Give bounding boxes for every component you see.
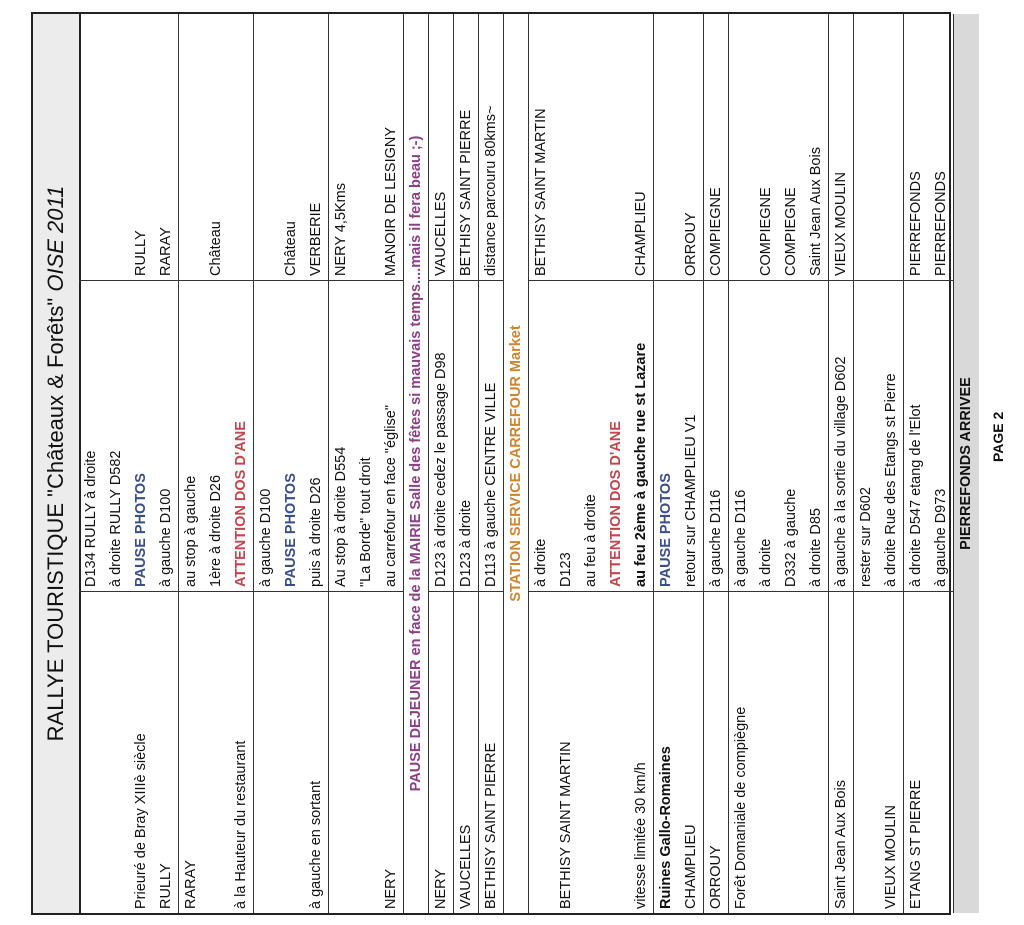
table-row-bethisy-martin <box>529 14 654 913</box>
cell-direction <box>79 280 178 591</box>
table-row-champlieu <box>654 14 704 913</box>
cell-text: à gauche D116 <box>733 489 749 587</box>
cell-text: à gauche à la sortie du village D602 <box>833 356 849 587</box>
cell-text: D123 à droite <box>458 499 474 587</box>
cell-destination <box>529 10 653 280</box>
cell-location <box>479 591 503 913</box>
photo-stop-label: PAUSE PHOTOS <box>283 473 299 587</box>
cell-text: VAUCELLES <box>433 191 449 276</box>
cell-text: à droite D547 etang de l'Elot <box>908 404 924 587</box>
cell-text: BETHISY SAINT MARTIN <box>558 741 574 909</box>
cell-location <box>854 591 903 913</box>
cell-destination <box>704 10 728 280</box>
cell-text: Saint Jean Aux Bois <box>808 147 824 276</box>
cell-direction <box>904 280 953 591</box>
cell-text: D123 <box>558 552 574 587</box>
cell-direction <box>454 280 478 591</box>
cell-text: au carrefour en face "église" <box>383 405 399 587</box>
table-row-vieux-moulin <box>854 14 904 913</box>
cell-location <box>529 591 653 913</box>
title-year: OISE 2011 <box>43 185 68 292</box>
arrival-banner <box>954 14 979 913</box>
cell-text: VIEUX MOULIN <box>833 172 849 276</box>
cell-destination <box>479 10 503 280</box>
cell-destination <box>854 10 903 280</box>
cell-text: D134 RULLY à droite <box>83 450 99 587</box>
cell-text: D332 à gauche <box>783 488 799 587</box>
cell-direction <box>829 280 853 591</box>
cell-text: RARAY <box>158 227 174 276</box>
cell-text: à gauche D116 <box>708 489 724 587</box>
cell-text: COMPIEGNE <box>783 187 799 276</box>
cell-text: "La Borde" tout droit <box>358 457 374 587</box>
cell-direction <box>179 280 253 591</box>
cell-text: CHAMPLIEU <box>683 824 699 909</box>
table-row-nery <box>329 14 404 913</box>
table-row-bethisy-pierre <box>454 14 479 913</box>
cell-destination <box>729 10 828 280</box>
cell-text: à droite D85 <box>808 508 824 587</box>
cell-direction <box>429 280 453 591</box>
cell-text: RULLY <box>133 230 149 276</box>
cell-text: ORROUY <box>683 212 699 276</box>
cell-direction <box>654 280 703 591</box>
cell-destination <box>904 10 953 280</box>
cell-destination <box>179 10 253 280</box>
cell-text: VIEUX MOULIN <box>883 805 899 909</box>
cell-text: à la Hauteur du restaurant <box>233 740 249 909</box>
cell-text: puis à droite D26 <box>308 477 324 587</box>
cell-direction <box>329 280 403 591</box>
cell-direction <box>529 280 653 591</box>
cell-text: Prieuré de Bray XIIIè siècle <box>133 733 149 909</box>
cell-text: à droite RULLY D582 <box>108 450 124 587</box>
cell-text: COMPIEGNE <box>758 187 774 276</box>
cell-text: à droite <box>758 538 774 587</box>
cell-text: retour sur CHAMPLIEU V1 <box>683 414 699 587</box>
table-row-raray <box>179 14 254 913</box>
cell-text: Forêt Domaniale de compiègne <box>733 706 749 909</box>
cell-text: PIERREFONDS <box>933 171 949 276</box>
cell-text: rester sur D602 <box>858 487 874 587</box>
cell-text: Au stop à droite D554 <box>333 446 349 587</box>
cell-destination <box>829 10 853 280</box>
cell-destination <box>454 10 478 280</box>
cell-direction <box>729 280 828 591</box>
cell-destination <box>79 10 178 280</box>
table-row-foret-compiegne <box>729 14 829 913</box>
rally-sheet <box>21 0 974 925</box>
cell-text: à droite Rue des Etangs st Pierre <box>883 373 899 587</box>
table-row-bethisy-centre <box>479 14 504 913</box>
cell-text: à gauche D100 <box>258 488 274 587</box>
table-row-verberie <box>254 14 329 913</box>
cell-location <box>254 591 328 913</box>
cell-direction <box>854 280 903 591</box>
cell-destination <box>329 10 403 280</box>
cell-location <box>904 591 953 913</box>
cell-text: NERY <box>433 868 449 909</box>
cell-text: NERY 4,5Kms <box>333 183 349 276</box>
page-number: PAGE 2 <box>990 411 1006 462</box>
speed-bump-warning: ATTENTION DOS D'ANE <box>233 421 249 587</box>
cell-text: à gauche D100 <box>158 488 174 587</box>
table-row-rully <box>79 14 179 913</box>
photo-stop-label: PAUSE PHOTOS <box>133 473 149 587</box>
banner-text: PAUSE DEJEUNER en face de la MAIRIE Salle des fêtes si mauvais temps....mais il fera beau ;-) <box>408 135 424 792</box>
cell-text: à gauche D973 <box>933 488 949 587</box>
cell-location <box>179 591 253 913</box>
cell-location <box>654 591 703 913</box>
speed-bump-warning: ATTENTION DOS D'ANE <box>608 421 624 587</box>
cell-text: Château <box>283 221 299 276</box>
cell-location <box>829 591 853 913</box>
cell-text: D113 à gauche CENTRE VILLE <box>483 382 499 587</box>
itinerary-table <box>31 12 974 915</box>
title-main: RALLYE TOURISTIQUE "Châteaux & Forêts" <box>43 297 68 742</box>
banner-text: PIERREFONDS ARRIVEE <box>958 377 974 550</box>
cell-text: CHAMPLIEU <box>633 191 649 276</box>
cell-text: ETANG ST PIERRE <box>908 779 924 909</box>
cell-text: Ruines Gallo-Romaines <box>658 746 674 909</box>
cell-location <box>454 591 478 913</box>
cell-text: à droite <box>533 538 549 587</box>
cell-text: NERY <box>383 868 399 909</box>
photo-stop-label: PAUSE PHOTOS <box>658 473 674 587</box>
cell-text: BETHISY SAINT MARTIN <box>533 108 549 276</box>
cell-text: Château <box>208 221 224 276</box>
cell-destination <box>254 10 328 280</box>
table-row-etang-st-pierre <box>904 14 954 913</box>
cell-location <box>704 591 728 913</box>
cell-text: au stop à gauche <box>183 475 199 587</box>
cell-text: PIERREFONDS <box>908 171 924 276</box>
cell-text: 1ère à droite D26 <box>208 474 224 587</box>
table-row-orrouy <box>704 14 729 913</box>
table-row-saint-jean <box>829 14 854 913</box>
cell-text: RULLY <box>158 863 174 909</box>
cell-destination <box>429 10 453 280</box>
table-row-vaucelles <box>429 14 454 913</box>
cell-text: COMPIEGNE <box>708 187 724 276</box>
cell-text: au feu à droite <box>583 494 599 587</box>
cell-direction <box>479 280 503 591</box>
cell-text: ORROUY <box>708 845 724 909</box>
cell-text: distance parcouru 80kms~ <box>483 105 499 276</box>
cell-text: D123 à droite cedez le passage D98 <box>433 352 449 587</box>
cell-text: vitesse limitée 30 km/h <box>633 762 649 909</box>
cell-location <box>729 591 828 913</box>
cell-direction <box>254 280 328 591</box>
cell-text: Saint Jean Aux Bois <box>833 780 849 909</box>
cell-text: MANOIR DE LESIGNY <box>383 126 399 276</box>
cell-text: BETHISY SAINT PIERRE <box>483 742 499 909</box>
cell-direction <box>704 280 728 591</box>
cell-location <box>79 591 178 913</box>
page-title <box>33 14 81 913</box>
cell-location <box>329 591 403 913</box>
cell-location <box>429 591 453 913</box>
cell-text: à gauche en sortant <box>308 780 324 909</box>
cell-text: RARAY <box>183 860 199 909</box>
fuel-station-banner <box>504 14 529 913</box>
cell-text: VERBERIE <box>308 202 324 276</box>
cell-text: au feu 2ème à gauche rue st Lazare <box>633 342 649 587</box>
cell-destination <box>654 10 703 280</box>
lunch-break-banner <box>404 14 429 913</box>
cell-text: VAUCELLES <box>458 824 474 909</box>
cell-text: BETHISY SAINT PIERRE <box>458 109 474 276</box>
banner-text: STATION SERVICE CARREFOUR Market <box>508 325 524 602</box>
